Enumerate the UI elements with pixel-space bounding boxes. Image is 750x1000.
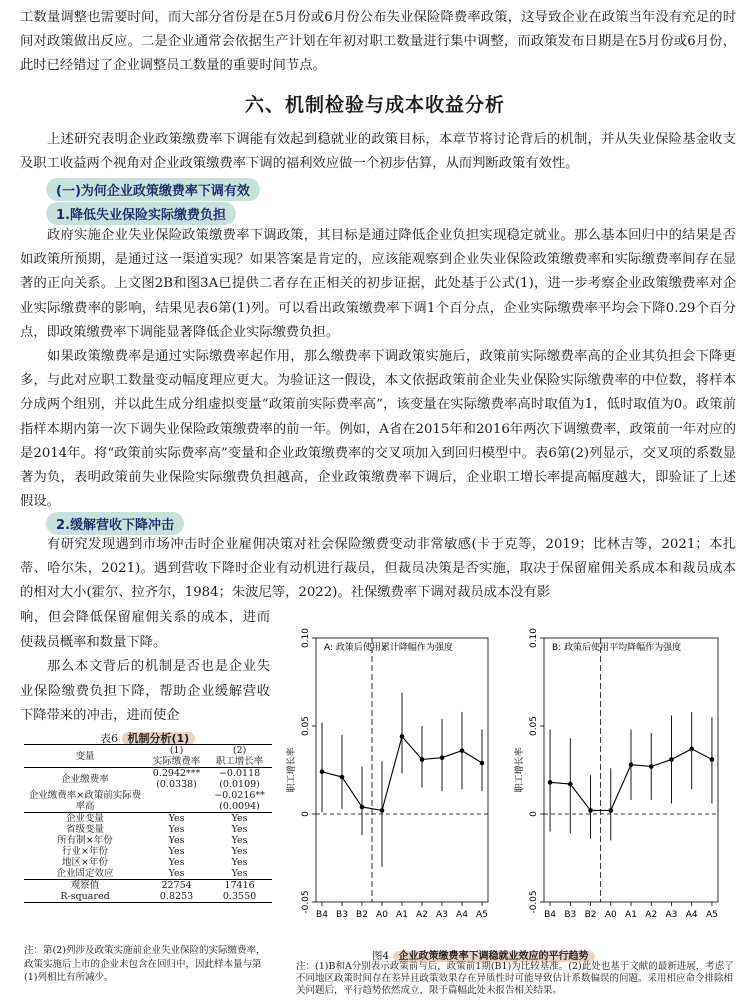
data-point [480,761,485,766]
table-cell: Yes [231,868,248,879]
table-cell: Yes [168,857,185,868]
x-tick-label: A4 [685,910,698,920]
table-cell: −0.0216** [214,790,265,801]
table-cell: Yes [231,824,248,835]
table-cell: Yes [168,824,185,835]
table-cell: 0.2942*** [152,768,201,779]
table-caption-prefix: 表6 [100,732,118,745]
data-point [629,762,634,767]
table-cell: 17416 [224,880,255,891]
table-cell: 22754 [161,880,192,891]
table-cell: Yes [231,846,248,857]
table-row-label: 地区×年份 [62,857,108,868]
y-tick-label: -0.05 [301,890,311,914]
table-row [24,790,272,801]
y-tick-label: 0 [529,811,539,817]
paragraph-intro: 上述研究表明企业政策缴费率下调能有效起到稳就业的政策目标，本章节将讨论背后的机制，并从失业保险基金收支及职工收益两个视角对企业政策缴费率下调的福利效应做一个初步估算，从而判断政策有效性。 [20,132,736,172]
table-note: 注：第(2)列涉及政策实施前企业失业保险的实际缴费率，政策实施后上市的企业未包含在回归中，因此样本量与第(1)列相比有所减少。 [24,945,266,983]
data-point [649,764,654,769]
x-tick-label: A0 [376,910,388,920]
x-tick-label: A5 [476,910,488,920]
x-tick-label: B2 [584,910,597,920]
table-row-label: 企业缴费率 [61,773,109,785]
table-row-label: 企业变量 [65,813,104,824]
subsubsection-heading-1: 1.降低失业保险实际缴费负担 [46,202,236,225]
data-point [440,755,445,760]
table-row [24,824,272,835]
y-tick-label: 0.05 [529,715,539,737]
x-tick-label: B4 [316,910,328,920]
paragraph-burden: 政府实施企业失业保险政策缴费率下调政策，其目标是通过降低企业负担实现稳定就业。那么基本回归中的结果是否如政策所预期，是通过这一渠道实现？如果答案是肯定的，应该能观察到企业失业保险政策缴费率和实际缴费率间存在显著的正向关系。上文图2B和图3A已提供二者存在正相关的初步证据，此处基于公式(1)，进一步考察企业政策缴费率对企业实际缴费率的影响，结果见表6第(1)列。可以看出政策缴费率下调1个百分点，企业实际缴费率平均会下降0.29个百分点，即政策缴费率下调能显著降低企业实际缴费负担。 [20,228,736,340]
y-tick-label: 0 [301,811,311,817]
table-row-label: 企业固定效应 [56,868,114,879]
table-cell [146,790,207,801]
x-tick-label: A3 [436,910,448,920]
data-point [568,782,573,787]
table-cell: Yes [231,857,248,868]
data-point [420,757,425,762]
table-cell: Yes [231,813,248,824]
paragraph-mechanism: 那么本文背后的机制是否也是企业失业保险缴费负担下降，帮助企业缓解营收下降带来的冲击，进而使企 [20,659,270,723]
x-tick-label: A4 [456,910,468,920]
table-cell: 0.3550 [222,891,257,902]
table-row-label: 所有制×年份 [57,835,113,846]
table-cell: −0.0118 [218,768,261,779]
figure-note: 注：(1)B和A分别表示政策前与后，政策前1期(B1)为比较基准。(2)此处也基于文献的最新进展，考虑了不同地区政策时间存在差异且政策效果存在异质性时可能导致估计系数偏误的问题。采用相应命令排除相关问题后，平行趋势依然成立，限于篇幅此处未报告相关结果。 [296,961,734,996]
data-point [460,748,465,753]
table-header-variable: 变量 [75,750,95,762]
table-row [24,880,272,892]
paragraph-hypothesis: 如果政策缴费率是通过实际缴费率起作用，那么缴费率下调政策实施后，政策前实际缴费率高的企业其负担会下降更多，与此对应职工数量变动幅度理应更大。为验证这一假设，本文依据政策前企业失业保险实际缴费率的中位数，将样本分成两个组别，并以此生成分组虚拟变量“政策前实际费率高”，该变量在实际缴费率高时取值为1，低时取值为0。政策前指样本期内第一次下调失业保险政策缴费率的前一年。例如，A省在2015年和2016年两次下调缴费率，政策前一年对应的是2014年。将“政策前实际费率高”变量和企业政策缴费率的交叉项加入到回归模型中。表6第(2)列显示，交叉项的系数显著为负，表明政策前失业保险实际缴费负担越高，企业政策缴费率下调后，企业职工增长率提高幅度越大，即验证了上述假设。 [20,349,736,510]
data-point [669,757,674,762]
table-row [24,835,272,846]
table-row-label: 企业缴费率×政策前实际费率高 [28,790,142,812]
table-header-col1-num: (1) [169,745,184,756]
data-point [608,808,613,813]
y-tick-label: 0.10 [301,627,311,649]
panel-title: B: 政策后使用平均降幅作为强度 [552,643,682,653]
table-row-label: 行业×年份 [62,846,108,857]
table-row [24,868,272,880]
table-row [24,813,272,825]
paragraph-shock-continued: 响，但会降低保留雇佣关系的成本，进而使裁员概率和数量下降。 [20,610,270,650]
x-tick-label: A2 [416,910,428,920]
table-cell: Yes [231,835,248,846]
subsection-heading: (一)为何企业政策缴费率下调有效 [46,178,260,201]
data-point [548,780,553,785]
table-header-col1-name: 实际缴费率 [152,756,201,767]
y-axis-label: 职工增长率 [515,747,525,793]
section-title: 六、机制检验与成本收益分析 [244,94,505,116]
x-tick-label: A2 [645,910,658,920]
table-row [24,846,272,857]
table-row-label: 省级变量 [65,824,104,835]
paragraph-continued: 工数量调整也需要时间，而大部分省份是在5月份或6月份公布失业保险降费率政策，这导致企业在政策当年没有充足的时间对政策做出反应。二是企业通常会依据生产计划在年初对职工数量进行集中调整，而政策发布日期是在5月份或6月份，此时已经错过了企业调整员工数量的重要时间节点。 [20,10,736,74]
table-row [24,857,272,868]
table-cell: Yes [168,846,185,857]
x-tick-label: A0 [604,910,617,920]
y-tick-label: -0.05 [529,890,539,914]
table-cell: Yes [168,813,185,824]
table-row-label: 观察值 [70,880,100,891]
figure-caption-prefix: 图4 [372,950,390,962]
x-tick-label: A1 [625,910,637,920]
data-point [588,808,593,813]
x-tick-label: A5 [705,910,718,920]
x-tick-label: B3 [564,910,577,920]
x-tick-label: B2 [356,910,368,920]
x-tick-label: A1 [396,910,408,920]
x-tick-label: B4 [544,910,557,920]
data-point [400,734,405,739]
panel-title: A: 政策后使用累计降幅作为强度 [324,643,453,653]
table-header-col2-name: 职工增长率 [215,756,264,767]
table-row-label: R-squared [60,891,110,902]
table-cell: (0.0338) [156,779,197,790]
data-point [710,757,715,762]
data-point [689,747,694,752]
data-point [340,775,345,780]
y-tick-label: 0.10 [529,627,539,649]
y-axis-label: 职工增长率 [287,747,297,793]
table-cell: (0.0109) [219,779,260,790]
table-row [24,768,272,780]
x-tick-label: A3 [665,910,678,920]
data-point [320,769,325,774]
y-tick-label: 0.05 [301,715,311,737]
data-point [380,808,385,813]
data-point [360,805,365,810]
table-cell [146,801,207,813]
table-cell: (0.0094) [219,801,260,812]
paragraph-shock: 有研究发现遇到市场冲击时企业雇佣决策对社会保险缴费变动非常敏感(卡于克等，2019；比林吉等，2021；本扎蒂、哈尔朱，2021)。遇到营收下降时企业有动机进行裁员，但裁员决策是否实施，取决于保留雇佣关系成本和裁员成本的相对大小(霍尔、拉齐尔，1984；朱波尼等，2022)。社保缴费率下调对裁员成本没有影 [20,537,736,601]
figure-caption-badge: 企业政策缴费率下调稳就业效应的平行趋势 [393,951,595,962]
subsubsection-heading-2: 2.缓解营收下降冲击 [46,512,184,535]
table-cell: Yes [168,835,185,846]
table-cell: Yes [168,868,185,879]
table-6 [24,744,272,903]
table-caption-badge: 机制分析(1) [122,732,196,745]
table-cell: 0.8253 [159,891,194,902]
x-tick-label: B3 [336,910,348,920]
figure-4-chart [282,610,744,950]
table-header-col2-num: (2) [232,745,247,756]
table-row [24,891,272,903]
